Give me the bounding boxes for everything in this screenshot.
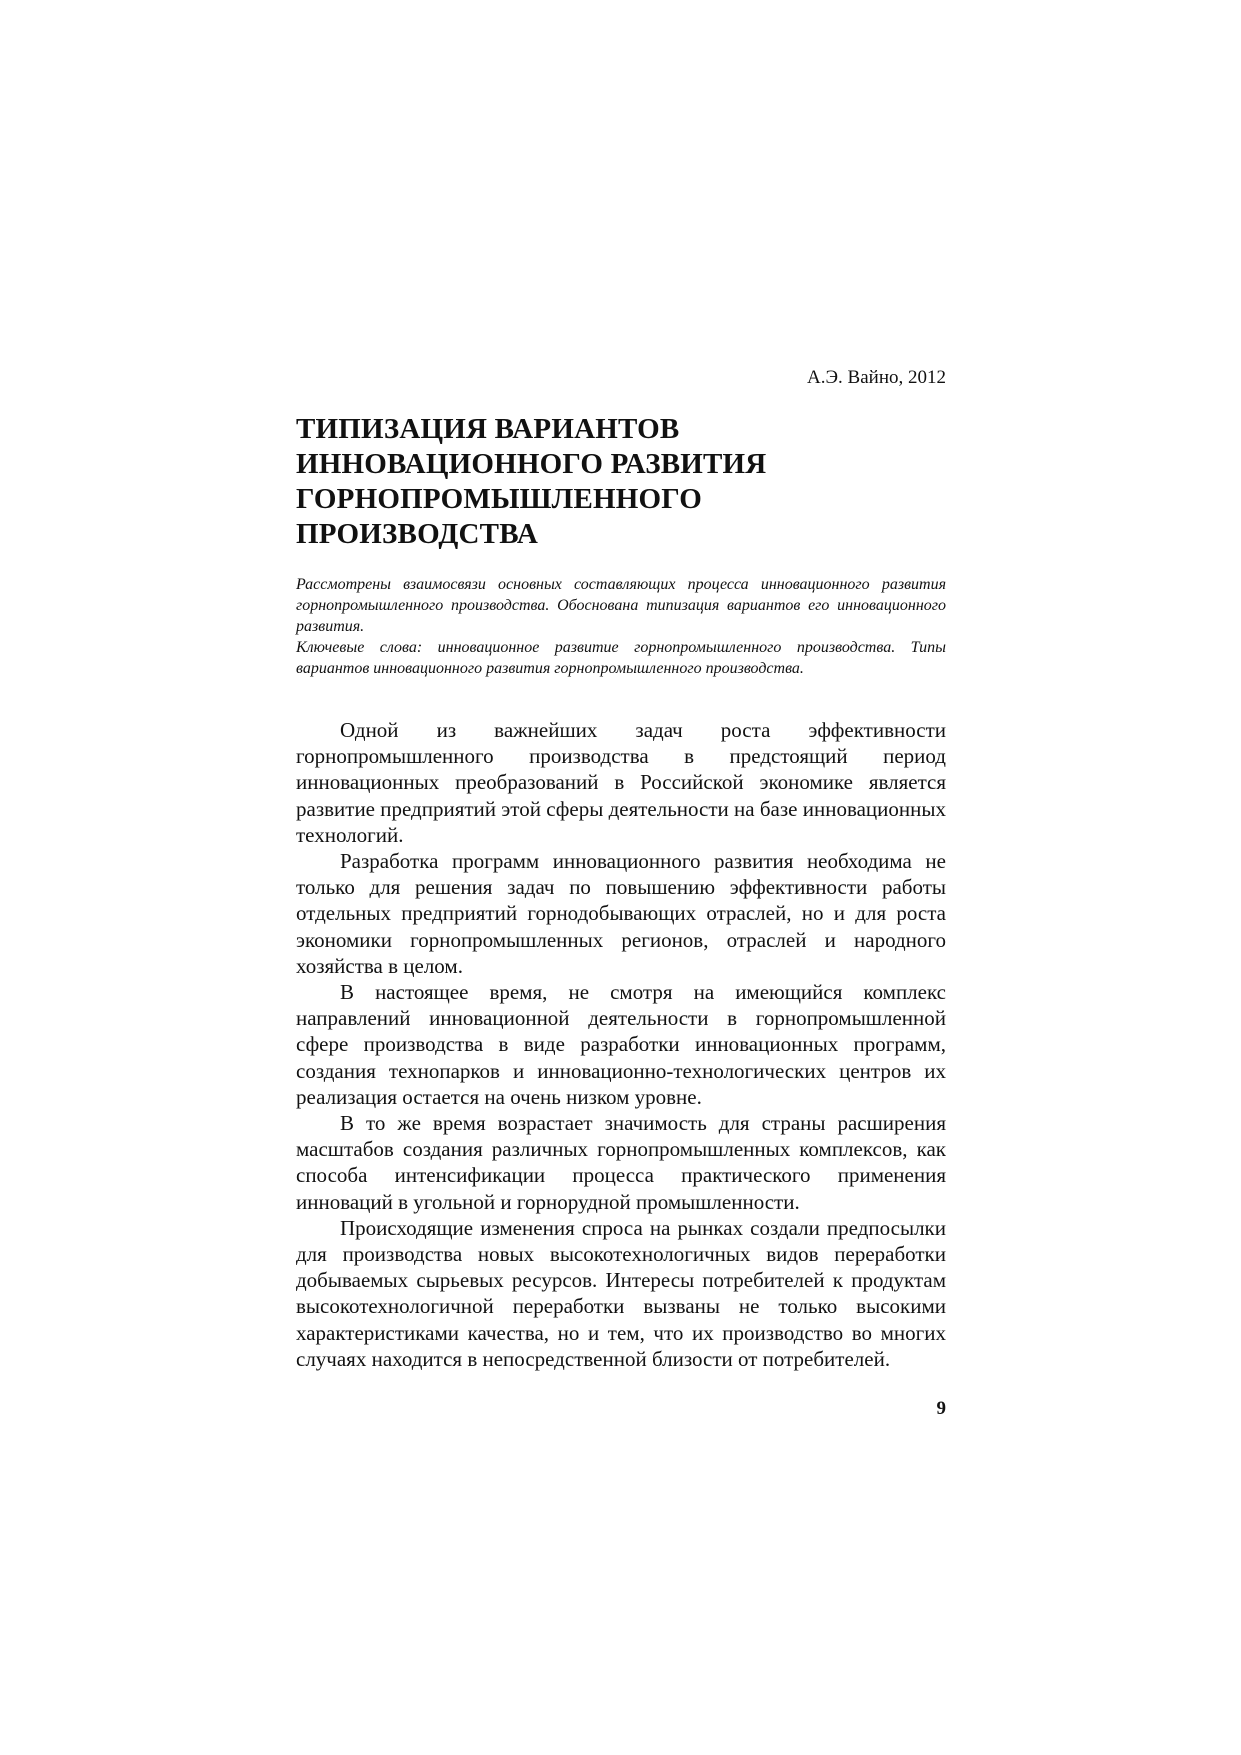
body-paragraph: Происходящие изменения спроса на рынках создали предпосылки для производства новых высокотехнологичных видов переработки добываемых сырьевых ресурсов. Интересы потребителей к продуктам высокотехнологичной переработки вызваны не только высокими характеристиками качества, но и тем, что их производство во многих случаях находится в непосредственной близости от потребителей. <box>296 1215 946 1371</box>
body-paragraph: Одной из важнейших задач роста эффективности горнопромышленного производства в предстоящий период инновационных преобразований в Российской экономике является развитие предприятий этой сферы деятельности на базе инновационных технологий. <box>296 718 946 847</box>
body-paragraph: В настоящее время, не смотря на имеющийся комплекс направлений инновационной деятельности в горнопромышленной сфере производства в виде разработки инновационных программ, создания технопарков и инновационно-технологических центров их реализация остается на очень низком уровне. <box>296 980 946 1109</box>
page-number: 9 <box>936 1398 946 1419</box>
article-body <box>296 717 946 1372</box>
article-title <box>296 412 946 552</box>
keywords: Ключевые слова: инновационное развитие горнопромышленного производства. Типы вариантов инновационного развития горнопромышленного производства. <box>296 639 946 677</box>
title-line: ТИПИЗАЦИЯ ВАРИАНТОВ <box>296 413 680 445</box>
title-line: ГОРНОПРОМЫШЛЕННОГО <box>296 483 702 515</box>
abstract: Рассмотрены взаимосвязи основных составляющих процесса инновационного развития горнопромышленного производства. Обоснована типизация вариантов его инновационного развития. <box>296 576 946 635</box>
page-content <box>296 366 946 1372</box>
body-paragraph: В то же время возрастает значимость для страны расширения масштабов создания различных горнопромышленных комплексов, как способа интенсификации процесса практического применения инноваций в угольной и горнорудной промышленности. <box>296 1111 946 1214</box>
title-line: ПРОИЗВОДСТВА <box>296 518 539 550</box>
body-paragraph: Разработка программ инновационного развития необходима не только для решения задач по повышению эффективности работы отдельных предприятий горнодобывающих отраслей, но и для роста экономики горнопромышленных регионов, отраслей и народного хозяйства в целом. <box>296 849 946 978</box>
copyright-line: А.Э. Вайно, 2012 <box>807 367 946 388</box>
title-line: ИННОВАЦИОННОГО РАЗВИТИЯ <box>296 448 767 480</box>
